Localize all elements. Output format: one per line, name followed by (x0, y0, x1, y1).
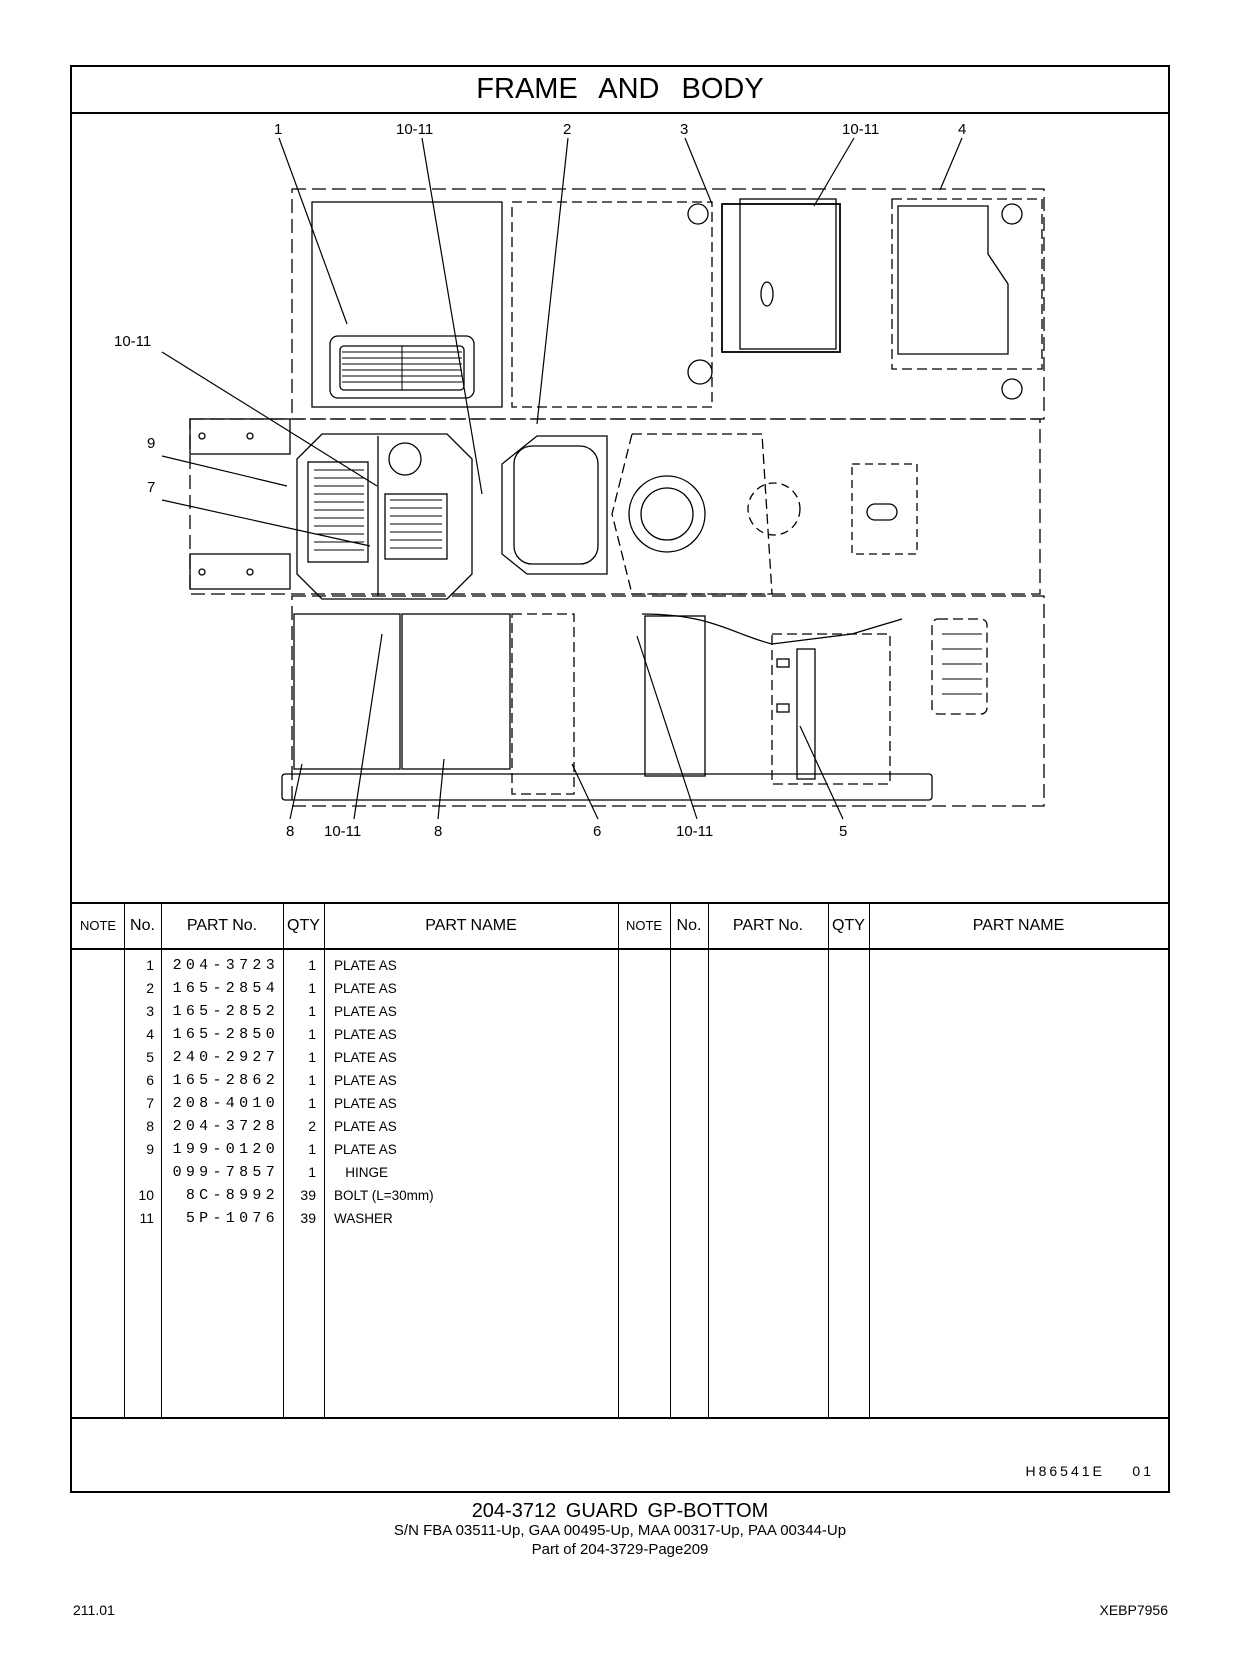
group-caption: 204-3712 GUARD GP-BOTTOM (471, 1500, 769, 1522)
row-part-no: 099-7857 (172, 1164, 279, 1181)
callout-8-left: 8 (286, 823, 295, 840)
row-qty: 2 (308, 1118, 316, 1134)
row-part-name: HINGE (334, 1165, 389, 1180)
row-qty: 1 (308, 1072, 316, 1088)
callout-7: 7 (147, 479, 156, 496)
row-part-no: 204-3723 (172, 957, 279, 974)
row-part-no: 240-2927 (172, 1049, 279, 1066)
row-part-name: PLATE AS (334, 1096, 397, 1111)
row-part-name: PLATE AS (334, 1050, 397, 1065)
row-part-no: 165-2862 (172, 1072, 279, 1089)
row-part-no: 208-4010 (172, 1095, 279, 1112)
row-no: 4 (146, 1026, 154, 1042)
row-no: 9 (146, 1141, 154, 1157)
column-divider (670, 904, 671, 1419)
column-divider (708, 904, 709, 1419)
row-part-no: 165-2854 (172, 980, 279, 997)
col-header-part-name-2: PART NAME (869, 904, 1168, 950)
row-qty: 39 (300, 1187, 316, 1203)
callout-10-11-top-right: 10-11 (842, 121, 880, 138)
row-part-name: BOLT (L=30mm) (334, 1188, 434, 1203)
row-part-name: PLATE AS (334, 958, 397, 973)
row-no: 8 (146, 1118, 154, 1134)
row-part-name: PLATE AS (334, 1119, 397, 1134)
row-qty: 1 (308, 1164, 316, 1180)
col-header-qty-2: QTY (828, 904, 869, 950)
row-qty: 1 (308, 1141, 316, 1157)
col-header-note: NOTE (72, 904, 124, 950)
row-qty: 1 (308, 1003, 316, 1019)
row-qty: 1 (308, 1026, 316, 1042)
callout-10-11-top-left: 10-11 (396, 121, 434, 138)
row-part-no: 8C-8992 (185, 1187, 279, 1204)
row-qty: 1 (308, 1049, 316, 1065)
row-part-name: PLATE AS (334, 1004, 397, 1019)
callout-4: 4 (958, 121, 967, 138)
callout-3: 3 (680, 121, 689, 138)
parts-sheet (70, 65, 1170, 1493)
row-part-name: PLATE AS (334, 981, 397, 996)
callout-10-11-left: 10-11 (114, 333, 152, 350)
row-part-name: WASHER (334, 1211, 393, 1226)
row-part-no: 204-3728 (172, 1118, 279, 1135)
column-divider (869, 904, 870, 1419)
callout-10-11-bottom-right: 10-11 (676, 823, 714, 840)
callout-1: 1 (274, 121, 283, 138)
row-no: 3 (146, 1003, 154, 1019)
part-of-reference: Part of 204-3729-Page209 (531, 1541, 709, 1558)
row-no: 11 (139, 1210, 154, 1226)
row-qty: 1 (308, 957, 316, 973)
col-header-no-2: No. (670, 904, 708, 950)
row-part-no: 199-0120 (172, 1141, 279, 1158)
row-no: 1 (146, 957, 154, 973)
column-divider (828, 904, 829, 1419)
parts-table (72, 902, 1168, 1419)
row-part-no: 165-2850 (172, 1026, 279, 1043)
col-header-part-name: PART NAME (324, 904, 618, 950)
row-qty: 1 (308, 980, 316, 996)
column-divider (324, 904, 325, 1419)
column-divider (283, 904, 284, 1419)
row-qty: 39 (300, 1210, 316, 1226)
page-number: 211.01 (73, 1602, 115, 1618)
callout-8-right: 8 (434, 823, 443, 840)
col-header-qty: QTY (283, 904, 324, 950)
row-qty: 1 (308, 1095, 316, 1111)
document-id: XEBP7956 (1099, 1602, 1168, 1618)
callout-10-11-bottom-left: 10-11 (324, 823, 362, 840)
frame-drawing (72, 114, 1168, 902)
col-header-part-no: PART No. (161, 904, 283, 950)
callout-9: 9 (147, 435, 156, 452)
row-part-no: 165-2852 (172, 1003, 279, 1020)
exploded-diagram (72, 114, 1168, 902)
row-no: 7 (146, 1095, 154, 1111)
col-header-part-no-2: PART No. (708, 904, 828, 950)
row-part-no: 5P-1076 (185, 1210, 279, 1227)
page-title: FRAME AND BODY (72, 67, 1168, 114)
row-no: 2 (146, 980, 154, 996)
illustration-code: H86541E 01 (1025, 1463, 1154, 1479)
row-part-name: PLATE AS (334, 1027, 397, 1042)
row-no: 6 (146, 1072, 154, 1088)
callout-2: 2 (563, 121, 572, 138)
serial-range: S/N FBA 03511-Up, GAA 00495-Up, MAA 00317-Up, PAA 00344-Up (393, 1522, 847, 1539)
row-no: 10 (138, 1187, 154, 1203)
col-header-note-2: NOTE (618, 904, 670, 950)
row-no: 5 (146, 1049, 154, 1065)
sheet-footer (72, 1417, 1168, 1493)
col-header-no: No. (124, 904, 161, 950)
row-part-name: PLATE AS (334, 1142, 397, 1157)
callout-6: 6 (593, 823, 602, 840)
callout-5: 5 (839, 823, 848, 840)
row-part-name: PLATE AS (334, 1073, 397, 1088)
column-divider (618, 904, 619, 1419)
